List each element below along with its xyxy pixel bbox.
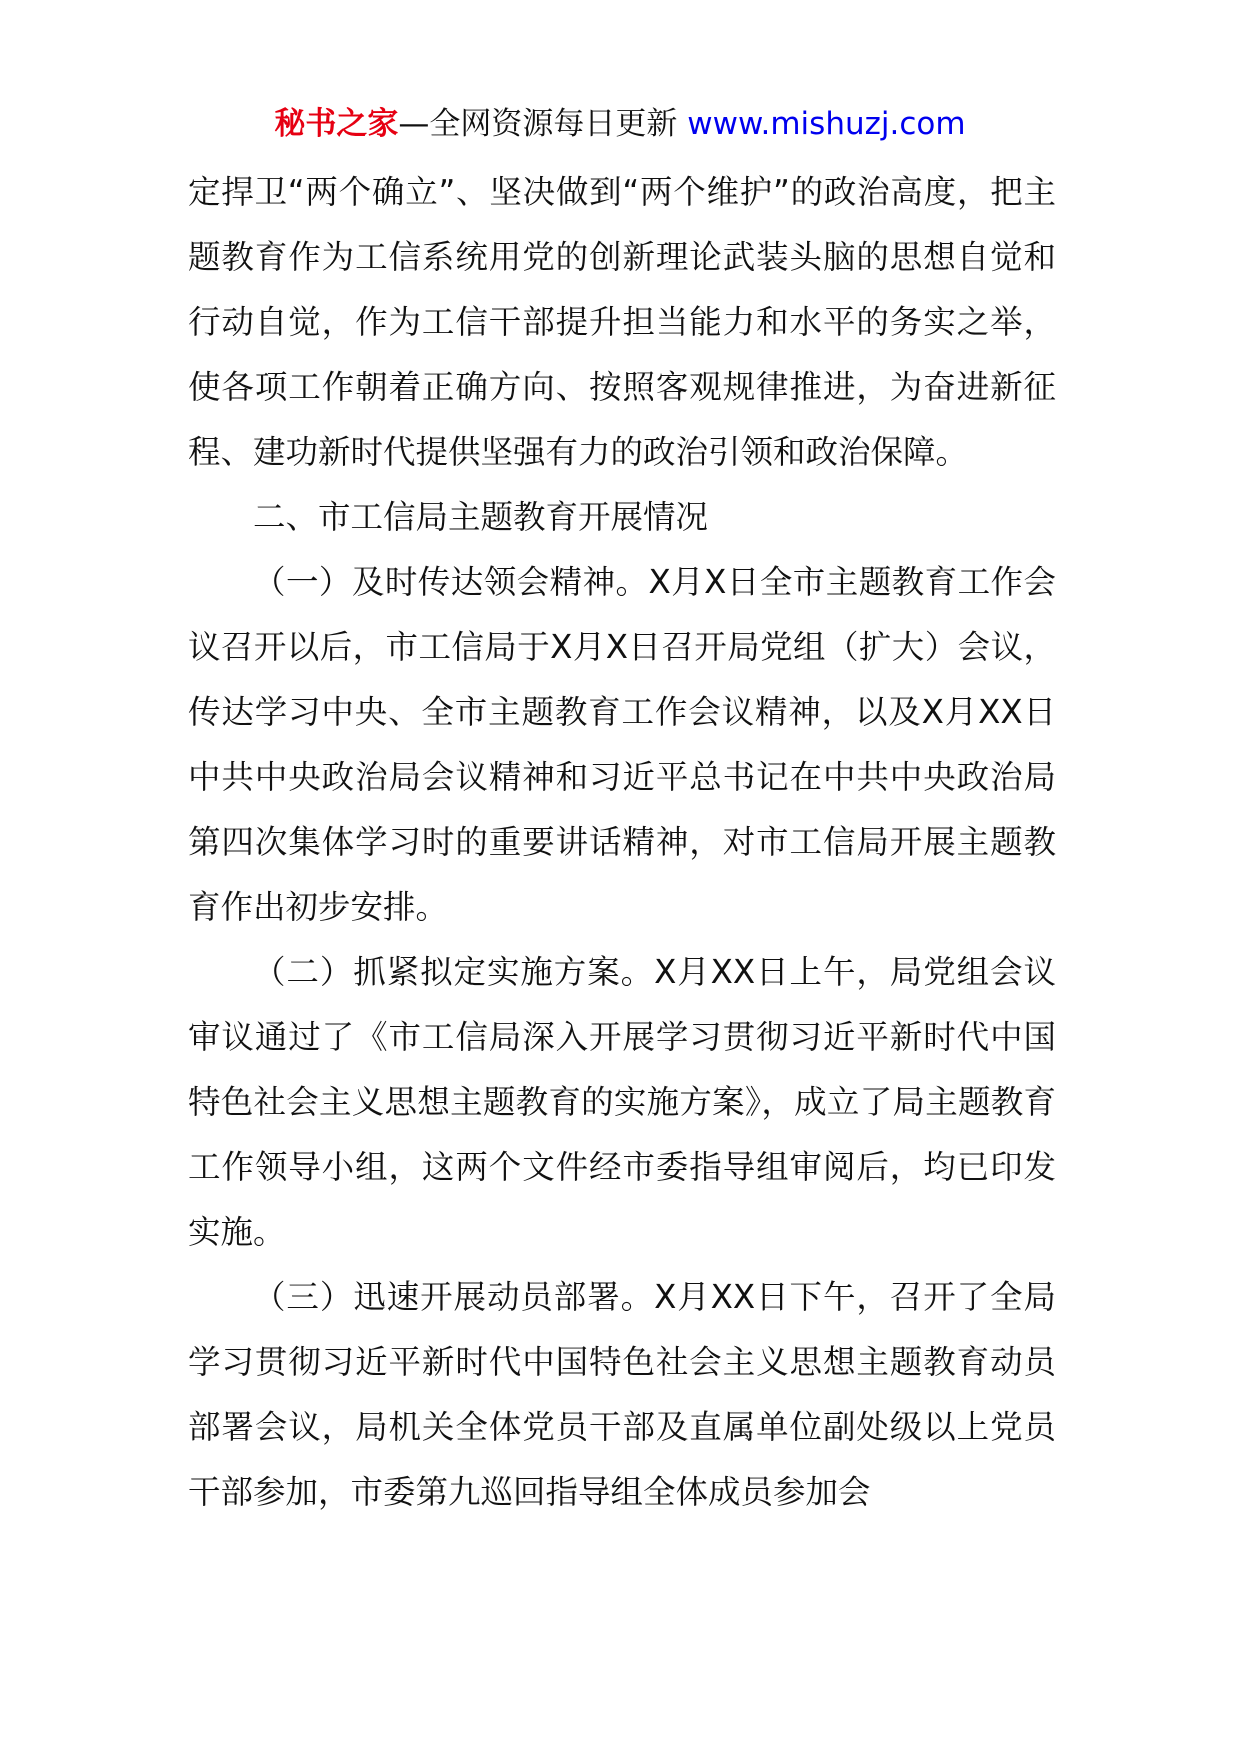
paragraph-item-1: （一）及时传达领会精神。X月X日全市主题教育工作会议召开以后，市工信局于X月X日召开局党组（扩大）会议，传达学习中央、全市主题教育工作会议精神，以及X月XX日中共中央政治局会议精神和习近平总书记在中共中央政治局第四次集体学习时的重要讲话精神，对市工信局开展主题教育作出初步安排。 [188,563,1056,926]
paragraph-item-2: （二）抓紧拟定实施方案。X月XX日上午，局党组会议审议通过了《市工信局深入开展学习贯彻习近平新时代中国特色社会主义思想主题教育的实施方案》，成立了局主题教育工作领导小组，这两个文件经市委指导组审阅后，均已印发实施。 [188,953,1056,1251]
header-url-link[interactable]: www.mishuzj.com [687,106,966,142]
section-heading: 二、市工信局主题教育开展情况 [253,498,709,536]
paragraph-continuation: 定捍卫“两个确立”、坚决做到“两个维护”的政治高度，把主题教育作为工信系统用党的创新理论武装头脑的思想自觉和行动自觉，作为工信干部提升担当能力和水平的务实之举，使各项工作朝着正确方向、按照客观规律推进，为奋进新征程、建功新时代提供坚强有力的政治引领和政治保障。 [188,173,1056,471]
header-brand: 秘书之家 [274,106,399,142]
header-tagline: —全网资源每日更新 [398,106,688,142]
paragraph-item-3: （三）迅速开展动员部署。X月XX日下午，召开了全局学习贯彻习近平新时代中国特色社会主义思想主题教育动员部署会议，局机关全体党员干部及直属单位副处级以上党员干部参加，市委第九巡回指导组全体成员参加会 [188,1278,1056,1511]
document-body [188,160,1056,1525]
page-header [0,104,1240,144]
